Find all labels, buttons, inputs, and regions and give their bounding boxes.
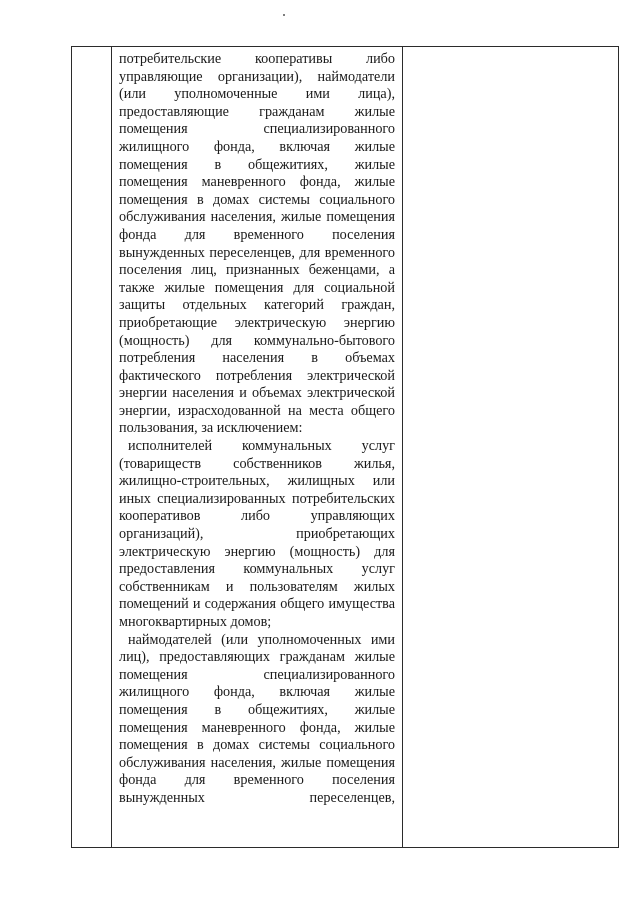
paragraph-exception-landlords: наймодателей (или уполномоченных ими лиц), предоставляющих гражданам жилые помещения специализированного жилищного фонда, включая жилые помещения в общежитиях, жилые помещения маневренного фонда, жилые помещения в домах системы социального обслуживания населения, жилые помещения фонда для временного поселения вынужденных переселенцев,	[119, 631, 395, 806]
column-divider-left	[111, 47, 112, 847]
scan-speck	[283, 14, 285, 16]
paragraph-exception-utility-providers: исполнителей коммунальных услуг (товариществ собственников жилья, жилищно-строительных, жилищных или иных специализированных потребительских кооперативов либо управляющих организаций), приобретающих электрическую энергию (мощность) для предоставления коммунальных услуг собственникам и пользователям жилых помещений и содержания общего имущества многоквартирных домов;	[119, 438, 395, 630]
table-cell-description	[119, 51, 395, 808]
column-divider-right	[402, 47, 403, 847]
document-table	[71, 46, 619, 848]
paragraph-consumers: потребительские кооперативы либо управляющие организации), наймодатели (или уполномоченные ими лица), предоставляющие гражданам жилые помещения специализированного жилищного фонда, включая жилые помещения в общежитиях, жилые помещения маневренного фонда, жилые помещения в домах системы социального обслуживания населения, жилые помещения фонда для временного поселения вынужденных переселенцев, для временного поселения лиц, признанных беженцами, а также жилые помещения для социальной защиты отдельных категорий граждан, приобретающие электрическую энергию (мощность) для коммунально-бытового потребления населения в объемах фактического потребления электрической энергии населения и объемах электрической энергии, израсходованной на места общего пользования, за исключением:	[119, 51, 395, 437]
